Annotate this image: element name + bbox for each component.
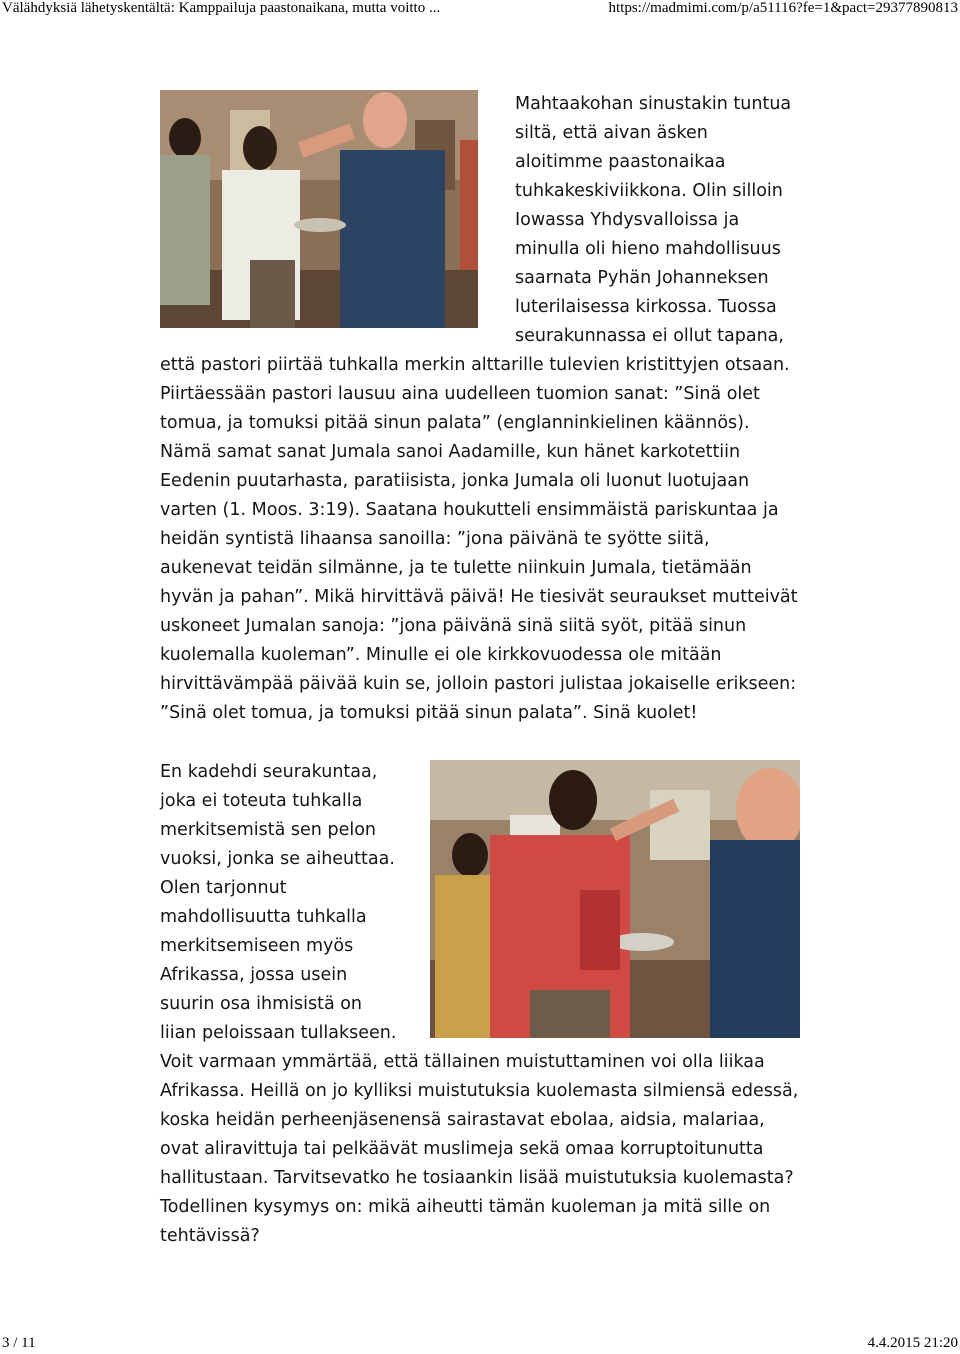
- page-number: 3 / 11: [2, 1335, 36, 1351]
- print-datetime: 4.4.2015 21:20: [867, 1335, 958, 1351]
- print-header: [0, 0, 960, 20]
- photo-pastor-marking-man-red-shirt: [430, 760, 800, 1038]
- document-title: Välähdyksiä lähetyskentältä: Kamppailuja paastonaikana, mutta voitto ...: [2, 0, 441, 16]
- section-2: [160, 758, 800, 1251]
- paragraph-1: Mahtaakohan sinustakin tuntua siltä, että aivan äsken aloitimme paastonaikaa tuhkakeskiviikkona. Olin silloin Iowassa Yhdysvalloissa ja minulla oli hieno mahdollisuus saarnata Pyhän Johanneksen luterilaisessa kirkossa. Tuossa seurakunnassa ei ollut tapana, että pastori piirtää tuhkalla merkin alttarille tulevien kristittyjen otsaan. Piirtäessään pastori lausuu aina uudelleen tuomion sanat: ”Sinä olet tomua, ja tomuksi pitää sinun palata” (englanninkielinen käännös). Nämä samat sanat Jumala sanoi Aadamille, kun hänet karkotettiin Eedenin puutarhasta, paratiisista, jonka Jumala oli luonut luotujaan varten (1. Moos. 3:19). Saatana houkutteli ensimmäistä pariskuntaa ja heidän syntistä lihaansa sanoilla: ”jona päivänä te syötte siitä, aukenevat teidän silmänne, ja te tulette niinkuin Jumala, tietämään hyvän ja pahan”. Mikä hirvittävä päivä! He tiesivät seuraukset mutteivät uskoneet Jumalan sanoja: ”jona päivänä sinä siitä syöt, pitää sinun kuolemalla kuoleman”. Minulle ei ole kirkkovuodessa ole mitään hirvittävämpää päivää kuin se, jolloin pastori julistaa jokaiselle erikseen: ”Sinä olet tomua, ja tomuksi pitää sinun palata”. Sinä kuolet!: [160, 94, 798, 723]
- paragraph-2: En kadehdi seurakuntaa, joka ei toteuta tuhkalla merkitsemistä sen pelon vuoksi, jonka se aiheuttaa. Olen tarjonnut mahdollisuutta tuhkalla merkitsemiseen myös Afrikassa, jossa usein suurin osa ihmisistä on liian peloissaan tullakseen. Voit varmaan ymmärtää, että tällainen muistuttaminen voi olla liikaa Afrikassa. Heillä on jo kylliksi muistutuksia kuolemasta silmiensä edessä, koska heidän perheenjäsenensä sairastavat ebolaa, aidsia, malariaa, ovat aliravittuja tai pelkäävät muslimeja sekä omaa korruptoitunutta hallitustaan. Tarvitsevatko he tosiaankin lisää muistutuksia kuolemasta? Todellinen kysymys on: mikä aiheutti tämän kuoleman ja mitä sille on tehtävissä?: [160, 762, 799, 1246]
- print-footer: [0, 1334, 960, 1354]
- document-url[interactable]: https://madmimi.com/p/a51116?fe=1&pact=29377890813: [608, 0, 958, 16]
- photo-pastor-marking-forehead: [160, 90, 478, 328]
- article-body: [160, 90, 800, 1251]
- ash-wednesday-photo-1: [160, 90, 478, 328]
- ash-wednesday-photo-2: [430, 760, 800, 1038]
